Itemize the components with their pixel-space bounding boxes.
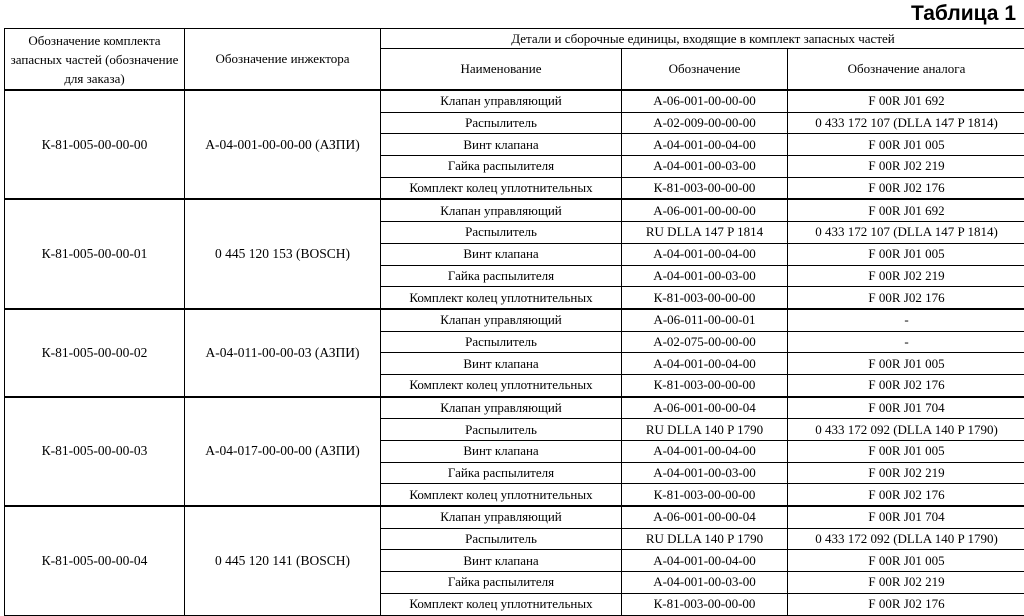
- part-designation-cell: RU DLLA 140 P 1790: [622, 419, 788, 441]
- part-designation-cell: К-81-003-00-00-00: [622, 593, 788, 615]
- part-name-cell: Комплект колец уплотнительных: [381, 593, 622, 615]
- part-analog-cell: F 00R J02 219: [788, 572, 1024, 594]
- part-designation-cell: А-04-001-00-04-00: [622, 441, 788, 463]
- part-name-cell: Комплект колец уплотнительных: [381, 287, 622, 309]
- part-designation-cell: А-04-001-00-03-00: [622, 572, 788, 594]
- part-name-cell: Винт клапана: [381, 550, 622, 572]
- part-analog-cell: F 00R J02 176: [788, 484, 1024, 506]
- part-name-cell: Комплект колец уплотнительных: [381, 177, 622, 199]
- header-name: Наименование: [381, 49, 622, 91]
- part-name-cell: Гайка распылителя: [381, 265, 622, 287]
- injector-designation-cell: А-04-017-00-00-00 (АЗПИ): [185, 397, 381, 506]
- part-analog-cell: F 00R J01 704: [788, 397, 1024, 419]
- part-analog-cell: F 00R J01 692: [788, 90, 1024, 112]
- part-name-cell: Клапан управляющий: [381, 90, 622, 112]
- part-name-cell: Комплект колец уплотнительных: [381, 374, 622, 396]
- header-designation: Обозначение: [622, 49, 788, 91]
- part-analog-cell: F 00R J01 005: [788, 441, 1024, 463]
- kit-designation-cell: К-81-005-00-00-04: [5, 506, 185, 615]
- part-analog-cell: 0 433 172 107 (DLLA 147 P 1814): [788, 222, 1024, 244]
- kit-designation-cell: К-81-005-00-00-02: [5, 309, 185, 397]
- injector-designation-cell: 0 445 120 153 (BOSCH): [185, 199, 381, 308]
- part-analog-cell: F 00R J01 005: [788, 134, 1024, 156]
- part-name-cell: Распылитель: [381, 331, 622, 353]
- header-injector: Обозначение инжектора: [185, 29, 381, 91]
- page-title: Таблица 1: [911, 2, 1016, 26]
- part-designation-cell: А-06-001-00-00-04: [622, 506, 788, 528]
- part-designation-cell: А-04-001-00-04-00: [622, 550, 788, 572]
- part-designation-cell: А-04-001-00-03-00: [622, 265, 788, 287]
- part-designation-cell: А-06-001-00-00-04: [622, 397, 788, 419]
- part-name-cell: Клапан управляющий: [381, 397, 622, 419]
- header-analog: Обозначение аналога: [788, 49, 1024, 91]
- part-name-cell: Распылитель: [381, 419, 622, 441]
- injector-designation-cell: 0 445 120 141 (BOSCH): [185, 506, 381, 615]
- part-designation-cell: А-06-001-00-00-00: [622, 199, 788, 221]
- part-designation-cell: А-04-001-00-04-00: [622, 134, 788, 156]
- part-analog-cell: -: [788, 331, 1024, 353]
- table-row: [5, 397, 1024, 419]
- table-row: [5, 309, 1024, 331]
- part-analog-cell: F 00R J01 005: [788, 550, 1024, 572]
- table-body: [5, 90, 1024, 615]
- injector-designation-cell: А-04-001-00-00-00 (АЗПИ): [185, 90, 381, 199]
- part-name-cell: Винт клапана: [381, 353, 622, 375]
- part-analog-cell: 0 433 172 092 (DLLA 140 P 1790): [788, 528, 1024, 550]
- part-analog-cell: F 00R J02 176: [788, 593, 1024, 615]
- part-designation-cell: RU DLLA 140 P 1790: [622, 528, 788, 550]
- part-analog-cell: 0 433 172 092 (DLLA 140 P 1790): [788, 419, 1024, 441]
- part-analog-cell: F 00R J02 176: [788, 177, 1024, 199]
- part-analog-cell: F 00R J01 692: [788, 199, 1024, 221]
- part-designation-cell: А-04-001-00-03-00: [622, 462, 788, 484]
- part-designation-cell: А-04-001-00-04-00: [622, 353, 788, 375]
- kit-designation-cell: К-81-005-00-00-01: [5, 199, 185, 308]
- part-designation-cell: К-81-003-00-00-00: [622, 374, 788, 396]
- part-designation-cell: А-04-001-00-03-00: [622, 156, 788, 178]
- part-name-cell: Винт клапана: [381, 243, 622, 265]
- part-analog-cell: F 00R J01 005: [788, 353, 1024, 375]
- part-name-cell: Распылитель: [381, 112, 622, 134]
- kit-designation-cell: К-81-005-00-00-00: [5, 90, 185, 199]
- part-designation-cell: RU DLLA 147 P 1814: [622, 222, 788, 244]
- part-designation-cell: А-02-075-00-00-00: [622, 331, 788, 353]
- part-designation-cell: А-04-001-00-04-00: [622, 243, 788, 265]
- part-name-cell: Клапан управляющий: [381, 506, 622, 528]
- part-analog-cell: F 00R J02 219: [788, 265, 1024, 287]
- part-analog-cell: F 00R J02 219: [788, 462, 1024, 484]
- table-row: [5, 90, 1024, 112]
- part-analog-cell: F 00R J02 176: [788, 287, 1024, 309]
- part-name-cell: Комплект колец уплотнительных: [381, 484, 622, 506]
- header-kit: Обозначение комплекта запасных частей (обозначение для заказа): [5, 29, 185, 91]
- part-name-cell: Винт клапана: [381, 441, 622, 463]
- table-row: [5, 199, 1024, 221]
- part-name-cell: Клапан управляющий: [381, 309, 622, 331]
- part-designation-cell: А-02-009-00-00-00: [622, 112, 788, 134]
- part-designation-cell: А-06-011-00-00-01: [622, 309, 788, 331]
- part-analog-cell: 0 433 172 107 (DLLA 147 P 1814): [788, 112, 1024, 134]
- part-name-cell: Гайка распылителя: [381, 462, 622, 484]
- part-designation-cell: А-06-001-00-00-00: [622, 90, 788, 112]
- part-name-cell: Гайка распылителя: [381, 156, 622, 178]
- part-analog-cell: F 00R J01 005: [788, 243, 1024, 265]
- part-designation-cell: К-81-003-00-00-00: [622, 287, 788, 309]
- part-analog-cell: F 00R J01 704: [788, 506, 1024, 528]
- part-analog-cell: F 00R J02 176: [788, 374, 1024, 396]
- part-designation-cell: К-81-003-00-00-00: [622, 177, 788, 199]
- part-name-cell: Распылитель: [381, 222, 622, 244]
- part-name-cell: Гайка распылителя: [381, 572, 622, 594]
- kit-designation-cell: К-81-005-00-00-03: [5, 397, 185, 506]
- part-analog-cell: -: [788, 309, 1024, 331]
- injector-designation-cell: А-04-011-00-00-03 (АЗПИ): [185, 309, 381, 397]
- part-designation-cell: К-81-003-00-00-00: [622, 484, 788, 506]
- header-parts-group: Детали и сборочные единицы, входящие в комплект запасных частей: [381, 29, 1024, 49]
- part-name-cell: Распылитель: [381, 528, 622, 550]
- spare-parts-table: [4, 28, 1024, 616]
- table-row: [5, 506, 1024, 528]
- part-name-cell: Винт клапана: [381, 134, 622, 156]
- part-name-cell: Клапан управляющий: [381, 199, 622, 221]
- part-analog-cell: F 00R J02 219: [788, 156, 1024, 178]
